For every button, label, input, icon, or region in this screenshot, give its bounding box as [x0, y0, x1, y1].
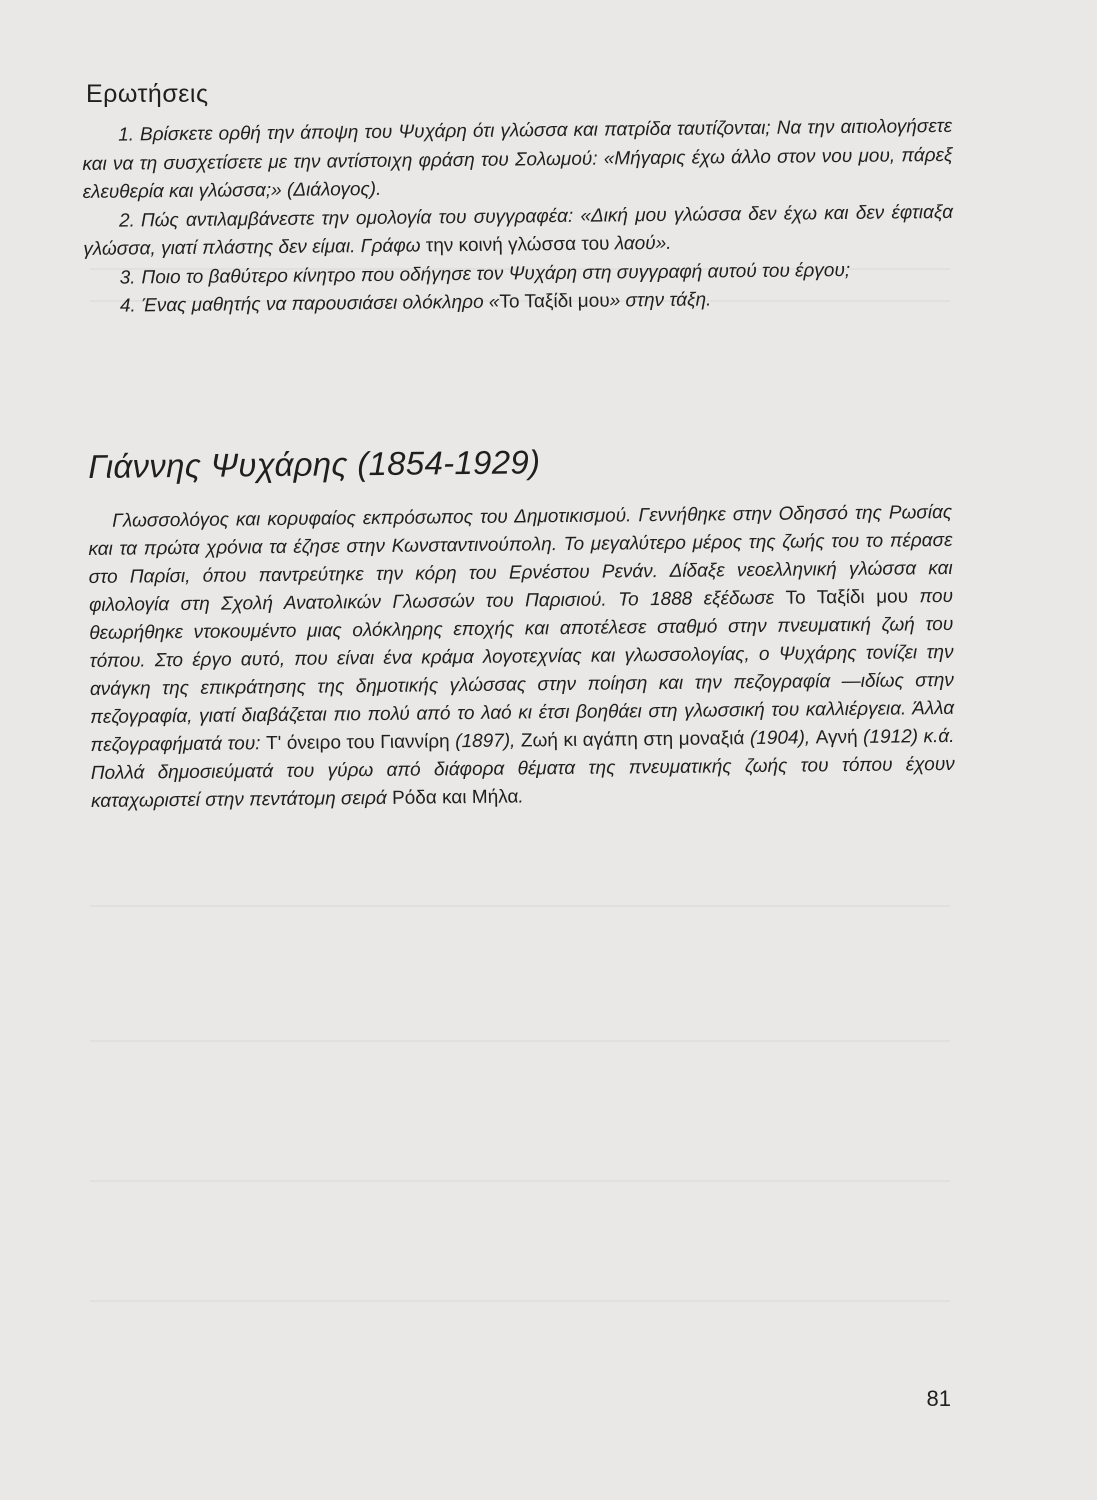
question-text: Ένας μαθητής να παρουσιάσει ολόκληρο «	[141, 291, 500, 317]
work-title: Το Ταξίδι μου	[785, 586, 909, 609]
bleed-through-texture	[90, 905, 950, 907]
work-title: Ρόδα και Μήλα	[391, 786, 519, 809]
question-text-tail: λαού».	[609, 232, 672, 255]
question-number: 2.	[118, 209, 136, 232]
bio-text: (1897),	[449, 730, 522, 753]
questions-list	[82, 113, 954, 322]
question-number: 3.	[119, 266, 136, 289]
bleed-through-texture	[90, 1040, 950, 1042]
question-item	[82, 113, 953, 208]
author-biography	[88, 499, 955, 816]
work-title: Τ' όνειρο του Γιαννίρη	[265, 731, 450, 755]
bleed-through-texture	[90, 1180, 950, 1182]
question-text-upright: την κοινή γλώσσα του	[420, 233, 610, 257]
question-number: 4.	[119, 295, 136, 317]
question-text-tail: » στην τάξη.	[609, 289, 712, 312]
questions-heading: Ερωτήσεις	[86, 80, 209, 108]
question-number: 1.	[118, 124, 135, 146]
question-item	[83, 198, 954, 264]
bleed-through-texture	[90, 1300, 950, 1302]
bio-text: (1904),	[744, 727, 816, 750]
question-text: Πώς αντιλαμβάνεστε την ομολογία του συγγραφέα: «Δική μου γλώσσα δεν έχω και δεν έφτιαξα γλώσσα, γιατί πλάστης δεν είμαι. Γράφω	[83, 201, 954, 260]
work-title: Αγνή	[815, 726, 858, 749]
page-number: 81	[926, 1386, 951, 1411]
bio-text: .	[518, 786, 524, 808]
question-text: Βρίσκετε ορθή την άποψη του Ψυχάρη ότι γλώσσα και πατρίδα ταυτίζονται; Να την αιτιολογήσετε και να τη συσχετίσετε με την αντίστοιχη φράση του Σολωμού: «Μήγαρις έχω άλλο στον νου μου, πάρεξ ελευθερία και γλώσσα;» (Διάλογος).	[82, 115, 953, 203]
work-title: Ζωή κι αγάπη στη μοναξιά	[520, 728, 745, 752]
question-text: Ποιο το βαθύτερο κίνητρο που οδήγησε τον Ψυχάρη στη συγγραφή αυτού του έργου;	[141, 259, 851, 288]
bio-text: (1912) κ.ά. Πολλά δημοσιεύματά του γύρω από διάφορα θέματα της πνευματικής ζωής του τόπου έχουν καταχωριστεί στην πεντάτομη σειρά	[90, 725, 955, 812]
author-heading: Γιάννης Ψυχάρης (1854-1929)	[88, 443, 541, 485]
work-title: Το Ταξίδι μου	[499, 290, 610, 313]
bio-text: Γλωσσολόγος και κορυφαίος εκπρόσωπος του Δημοτικισμού. Γεννήθηκε στην Οδησσό της Ρωσίας και τα πρώτα χρόνια τα έζησε στην Κωνσταντινούπολη. Το μεγαλύτερο μέρος της ζωής του το πέρασε στο Παρίσι, όπου παντρεύτηκε την κόρη του Ερνέστου Ρενάν. Δίδαξε νεοελληνική γλώσσα και φιλολογία στη Σχολή Ανατολικών Γλωσσών του Παρισιού. Το 1888 εξέδωσε	[88, 501, 953, 616]
bio-text: που θεωρήθηκε ντοκουμέντο μιας ολόκληρης εποχής και αποτέλεσε σταθμό στην πνευματική ζωή του τόπου. Στο έργο αυτό, που είναι ένα κράμα λογοτεχνίας και γλωσσολογίας, ο Ψυχάρης τονίζει την ανάγκη της επικράτησης της δημοτικής γλώσσας στην ποίηση και την πεζογραφία —ιδίως στην πεζογραφία, γιατί διαβάζεται πιο πολύ από το λαό κι έτσι βοηθάει στη γλωσσική του καλλιέργεια. Άλλα πεζογραφήματά του:	[89, 585, 955, 756]
